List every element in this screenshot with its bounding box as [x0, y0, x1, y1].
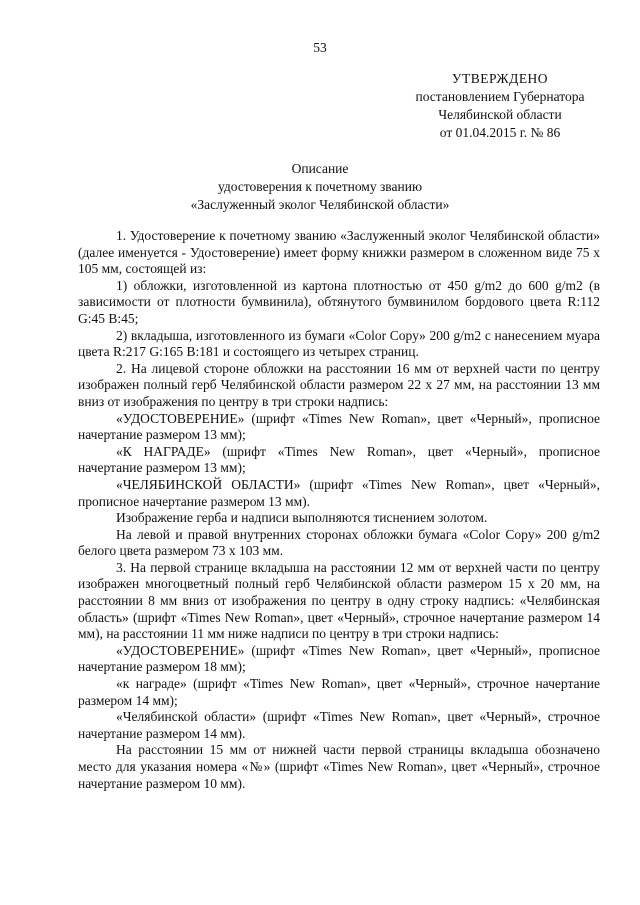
title-line: «Заслуженный эколог Челябинской области» — [190, 197, 450, 212]
document-title — [0, 160, 640, 214]
paragraph: На левой и правой внутренних сторонах обложки бумага «Color Copy» 200 g/m2 белого цвета размером 73 х 103 мм. — [78, 526, 600, 559]
paragraph: «К НАГРАДЕ» (шрифт «Times New Roman», цвет «Черный», прописное начертание размером 13 мм); — [78, 443, 600, 476]
paragraph: На расстоянии 15 мм от нижней части первой страницы вкладыша обозначено место для указания номера «№» (шрифт «Times New Roman», цвет «Черный», строчное начертание размером 10 мм). — [78, 742, 600, 791]
paragraph: 1. Удостоверение к почетному званию «Заслуженный эколог Челябинской области» (далее именуется - Удостоверение) имеет форму книжки размером в сложенном виде 75 х 105 мм, состоящей из: — [78, 228, 600, 277]
approval-line: постановлением Губернатора — [415, 89, 585, 104]
paragraph: 2) вкладыша, изготовленного из бумаги «Color Copy» 200 g/m2 с нанесением муара цвета R:217 G:165 B:181 и состоящего из четырех страниц. — [78, 327, 600, 360]
approval-heading: УТВЕРЖДЕНО — [451, 71, 549, 86]
document-body — [78, 228, 600, 792]
paragraph: 2. На лицевой стороне обложки на расстоянии 16 мм от верхней части по центру изображен полный герб Челябинской области размером 22 х 27 мм, на расстоянии 13 мм вниз от изображения по центру в три строки надпись: — [78, 360, 600, 409]
paragraph: 1) обложки, изготовленной из картона плотностью от 450 g/m2 до 600 g/m2 (в зависимости от плотности бумвинила), обтянутого бумвинилом бордового цвета R:112 G:45 B:45; — [78, 277, 600, 326]
paragraph: «ЧЕЛЯБИНСКОЙ ОБЛАСТИ» (шрифт «Times New Roman», цвет «Черный», прописное начертание размером 13 мм). — [78, 476, 600, 509]
page-number: 53 — [313, 40, 327, 55]
approval-line: Челябинской области — [438, 107, 562, 122]
title-line: удостоверения к почетному званию — [217, 179, 423, 194]
paragraph: «УДОСТОВЕРЕНИЕ» (шрифт «Times New Roman», цвет «Черный», прописное начертание размером 13 мм); — [78, 410, 600, 443]
paragraph: «к награде» (шрифт «Times New Roman», цвет «Черный», строчное начертание размером 14 мм); — [78, 676, 600, 708]
paragraph: «Челябинской области» (шрифт «Times New Roman», цвет «Черный», строчное начертание размером 14 мм). — [78, 709, 600, 741]
paragraph: 3. На первой странице вкладыша на расстоянии 12 мм от верхней части по центру изображен многоцветный полный герб Челябинской области размером 15 х 20 мм, на расстоянии 8 мм вниз от изображения по центру в одну строку надпись: «Челябинская область» (шрифт «Times New Roman», цвет «Черный», строчное начертание размером 14 мм), на расстоянии 11 мм ниже надписи по центру в три строки надпись: — [78, 559, 600, 642]
title-line: Описание — [291, 161, 349, 176]
approval-block — [400, 70, 600, 142]
paragraph: Изображение герба и надписи выполняются тиснением золотом. — [116, 510, 488, 526]
paragraph: «УДОСТОВЕРЕНИЕ» (шрифт «Times New Roman», цвет «Черный», прописное начертание размером 18 мм); — [78, 642, 600, 675]
approval-date: от 01.04.2015 г. № 86 — [439, 125, 561, 140]
